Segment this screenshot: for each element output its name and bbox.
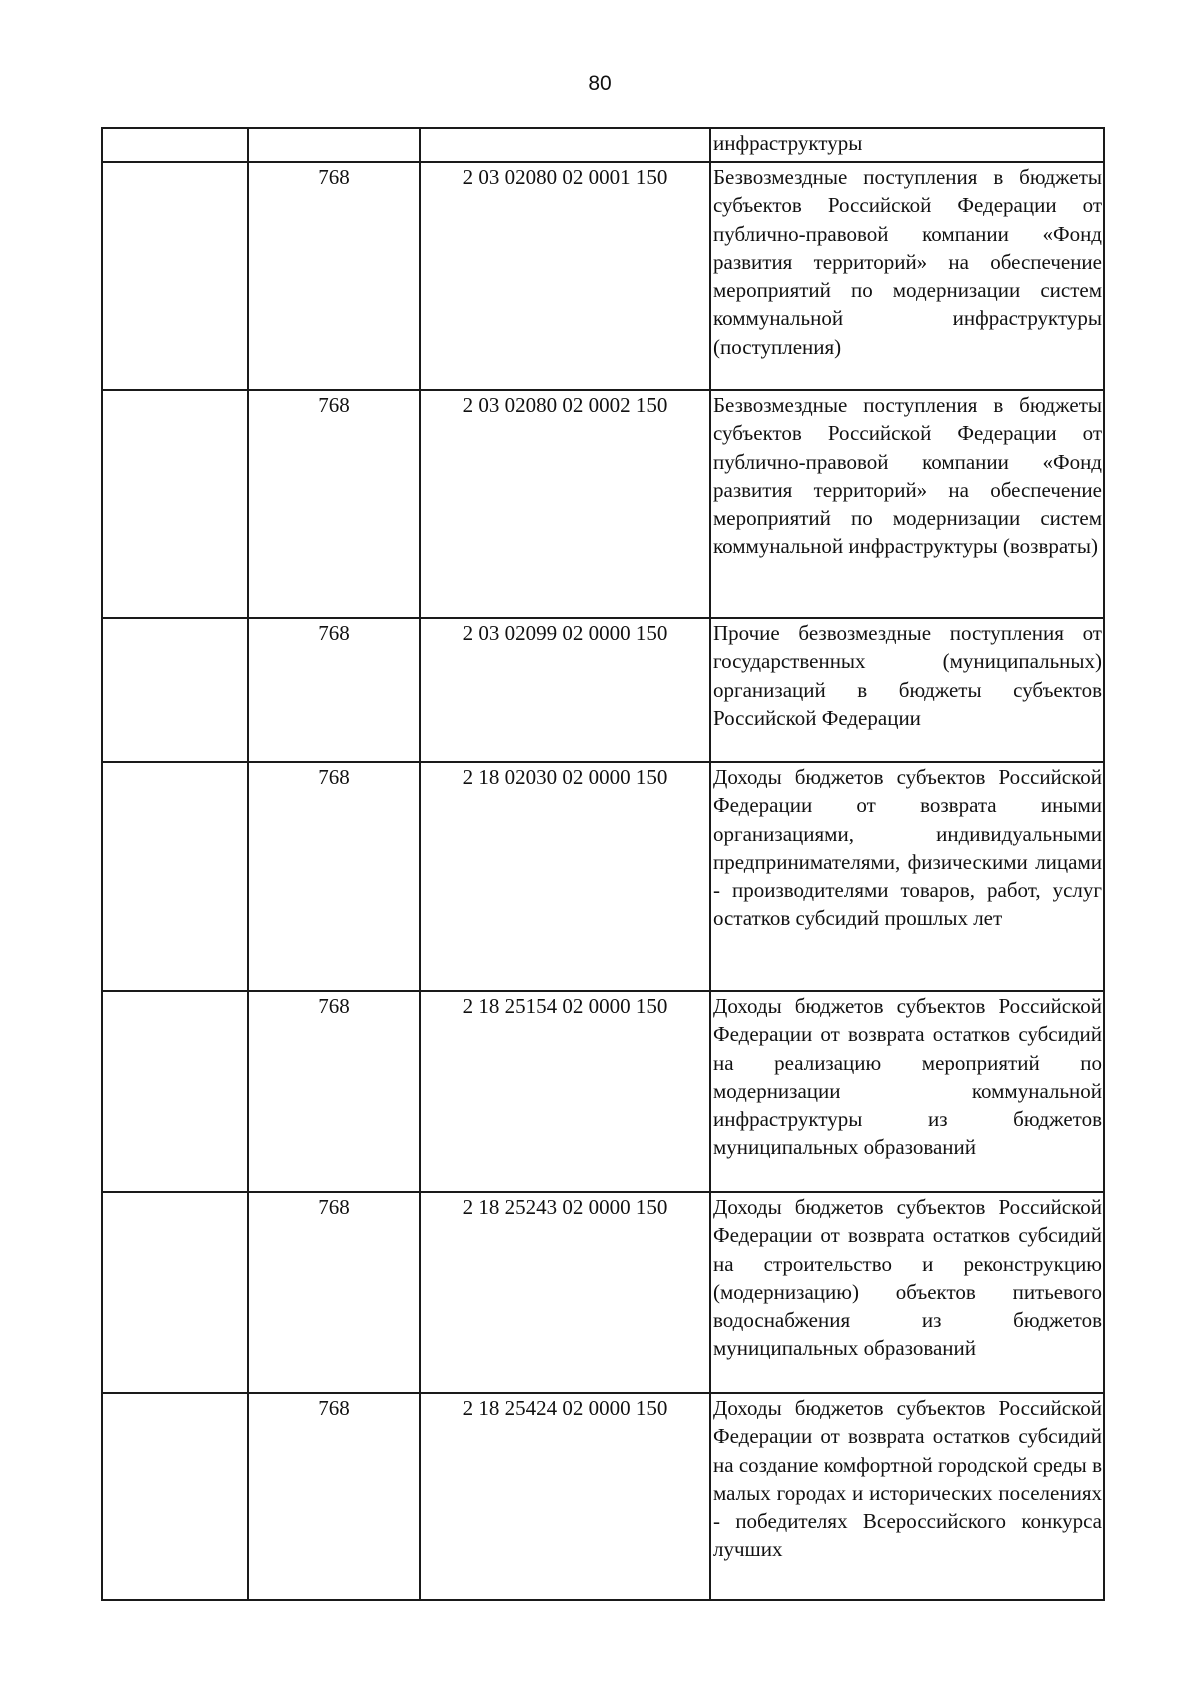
budget-code-cell: 2 18 25424 02 0000 150 <box>420 1393 710 1600</box>
admin-code-cell: 768 <box>248 1393 420 1600</box>
income-name-cell <box>710 991 1104 1192</box>
income-name-text: Прочие безвозмездные поступления от государственных (муниципальных) организаций в бюджеты субъектов Российской Федерации <box>713 621 1102 730</box>
budget-code-cell: 2 03 02080 02 0002 150 <box>420 390 710 618</box>
income-name-text: Доходы бюджетов субъектов Российской Федерации от возврата иными организациями, индивидуальными предпринимателями, физическими лицами - производителями товаров, работ, услуг остатков субсидий прошлых лет <box>713 765 1102 931</box>
income-name-cell <box>710 762 1104 991</box>
income-name-cell <box>710 1192 1104 1393</box>
admin-code-cell: 768 <box>248 991 420 1192</box>
admin-code-cell: 768 <box>248 390 420 618</box>
table-row <box>102 991 1104 1192</box>
budget-code-cell: 2 18 02030 02 0000 150 <box>420 762 710 991</box>
income-name-cell <box>710 128 1104 162</box>
admin-code-cell: 768 <box>248 762 420 991</box>
blank-cell <box>102 1393 248 1600</box>
income-name-cell <box>710 390 1104 618</box>
blank-cell <box>102 762 248 991</box>
blank-cell <box>102 162 248 390</box>
page-number: 80 <box>588 72 612 95</box>
table-row <box>102 1393 1104 1600</box>
income-name-text: Доходы бюджетов субъектов Российской Федерации от возврата остатков субсидий на создание комфортной городской среды в малых городах и исторических поселениях - победителях Всероссийского конкурса лучших <box>713 1396 1102 1562</box>
budget-code-cell: 2 18 25154 02 0000 150 <box>420 991 710 1192</box>
income-name-text: Доходы бюджетов субъектов Российской Федерации от возврата остатков субсидий на реализацию мероприятий по модернизации коммунальной инфраструктуры из бюджетов муниципальных образований <box>713 994 1102 1160</box>
budget-code-cell <box>420 128 710 162</box>
budget-codes-table <box>101 127 1105 1601</box>
admin-code-cell <box>248 128 420 162</box>
budget-code-cell: 2 03 02080 02 0001 150 <box>420 162 710 390</box>
blank-cell <box>102 991 248 1192</box>
income-name-text: инфраструктуры <box>713 131 863 155</box>
income-name-cell <box>710 162 1104 390</box>
budget-code-cell: 2 18 25243 02 0000 150 <box>420 1192 710 1393</box>
table-row <box>102 128 1104 162</box>
blank-cell <box>102 1192 248 1393</box>
budget-code-cell: 2 03 02099 02 0000 150 <box>420 618 710 762</box>
admin-code-cell: 768 <box>248 162 420 390</box>
table-row <box>102 618 1104 762</box>
admin-code-cell: 768 <box>248 618 420 762</box>
income-name-text: Безвозмездные поступления в бюджеты субъектов Российской Федерации от публично-правовой компании «Фонд развития территорий» на обеспечение мероприятий по модернизации систем коммунальной инфраструктуры (возвраты) <box>713 393 1102 559</box>
blank-cell <box>102 390 248 618</box>
table-row <box>102 390 1104 618</box>
blank-cell <box>102 618 248 762</box>
admin-code-cell: 768 <box>248 1192 420 1393</box>
income-name-text: Безвозмездные поступления в бюджеты субъектов Российской Федерации от публично-правовой компании «Фонд развития территорий» на обеспечение мероприятий по модернизации систем коммунальной инфраструктуры (поступления) <box>713 165 1102 359</box>
income-name-cell <box>710 1393 1104 1600</box>
table-row <box>102 1192 1104 1393</box>
table-row <box>102 762 1104 991</box>
income-name-text: Доходы бюджетов субъектов Российской Федерации от возврата остатков субсидий на строительство и реконструкцию (модернизацию) объектов питьевого водоснабжения из бюджетов муниципальных образований <box>713 1195 1102 1361</box>
table-row <box>102 162 1104 390</box>
income-name-cell <box>710 618 1104 762</box>
blank-cell <box>102 128 248 162</box>
